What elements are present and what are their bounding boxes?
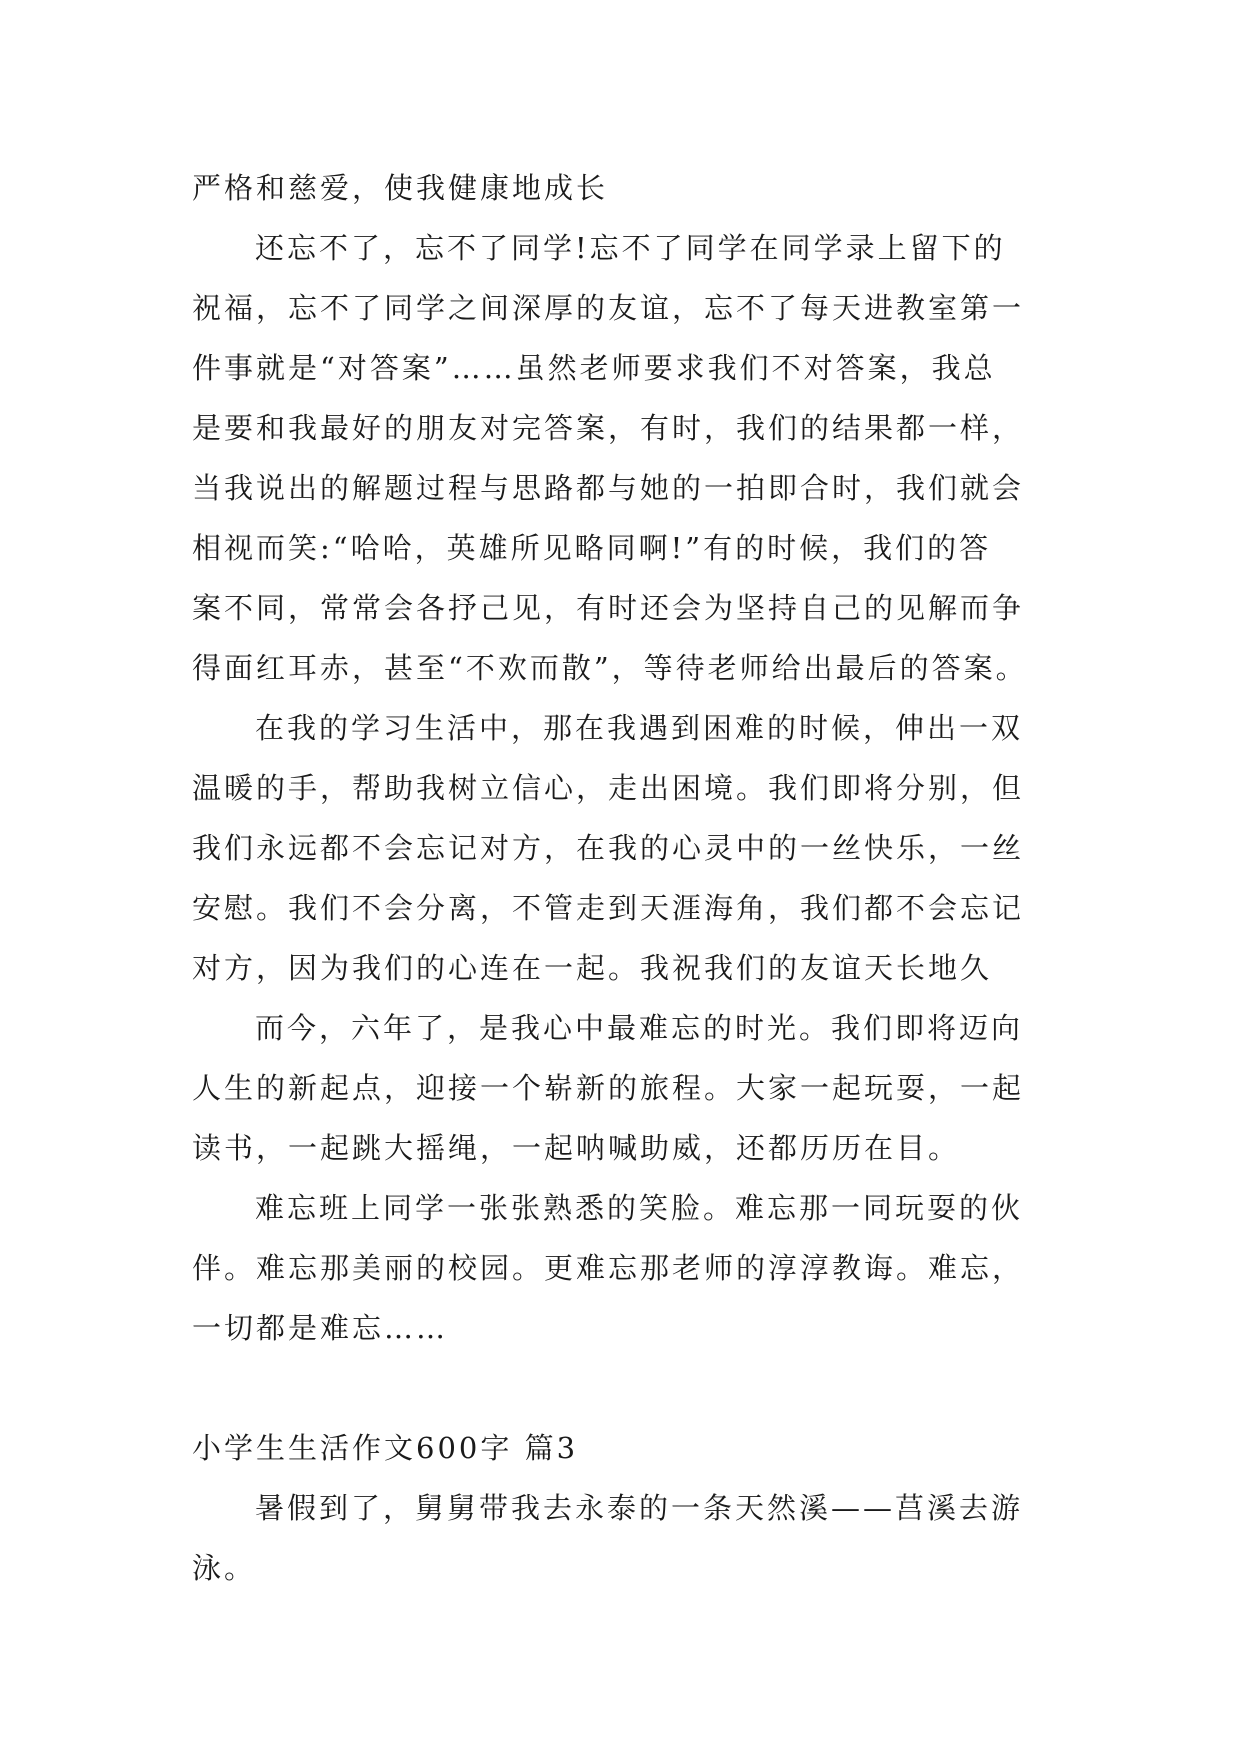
text-line: 对方，因为我们的心连在一起。我祝我们的友谊天长地久: [192, 951, 993, 985]
text-line: 人生的新起点，迎接一个崭新的旅程。大家一起玩耍，一起: [192, 1071, 1025, 1105]
paragraph-start: 在我的学习生活中，那在我遇到困难的时候，伸出一双: [255, 711, 1024, 745]
text-line: 泳。: [192, 1551, 257, 1585]
text-line: 温暖的手，帮助我树立信心，走出困境。我们即将分别，但: [192, 771, 1025, 805]
paragraph-start: 还忘不了，忘不了同学!忘不了同学在同学录上留下的: [255, 231, 1006, 265]
text-line: 读书，一起跳大摇绳，一起呐喊助威，还都历历在目。: [192, 1131, 961, 1165]
paragraph-start: 难忘班上同学一张张熟悉的笑脸。难忘那一同玩耍的伙: [255, 1191, 1024, 1225]
text-line: 件事就是“对答案”……虽然老师要求我们不对答案，我总: [192, 351, 996, 385]
text-line: 伴。难忘那美丽的校园。更难忘那老师的淳淳教诲。难忘，: [192, 1251, 1025, 1285]
document-body: [192, 158, 1072, 1598]
text-line: 祝福，忘不了同学之间深厚的友谊，忘不了每天进教室第一: [192, 291, 1025, 325]
text-line: 一切都是难忘……: [192, 1311, 449, 1345]
text-line: 相视而笑:“哈哈，英雄所见略同啊!”有的时候，我们的答: [192, 531, 992, 565]
text-line: 当我说出的解题过程与思路都与她的一拍即合时，我们就会: [192, 471, 1025, 505]
text-line: 是要和我最好的朋友对完答案，有时，我们的结果都一样，: [192, 411, 1025, 445]
text-line: 我们永远都不会忘记对方，在我的心灵中的一丝快乐，一丝: [192, 831, 1025, 865]
paragraph-start: 暑假到了，舅舅带我去永泰的一条天然溪——莒溪去游: [255, 1491, 1024, 1525]
paragraph-start: 而今，六年了，是我心中最难忘的时光。我们即将迈向: [255, 1011, 1024, 1045]
blank-line: [192, 1358, 1072, 1418]
text-line: 安慰。我们不会分离，不管走到天涯海角，我们都不会忘记: [192, 891, 1025, 925]
text-line: 得面红耳赤，甚至“不欢而散”，等待老师给出最后的答案。: [192, 651, 1028, 685]
text-line: 案不同，常常会各抒己见，有时还会为坚持自己的见解而争: [192, 591, 1025, 625]
section-heading: 小学生生活作文600字 篇3: [192, 1431, 579, 1465]
text-line: 严格和慈爱，使我健康地成长: [192, 171, 609, 205]
